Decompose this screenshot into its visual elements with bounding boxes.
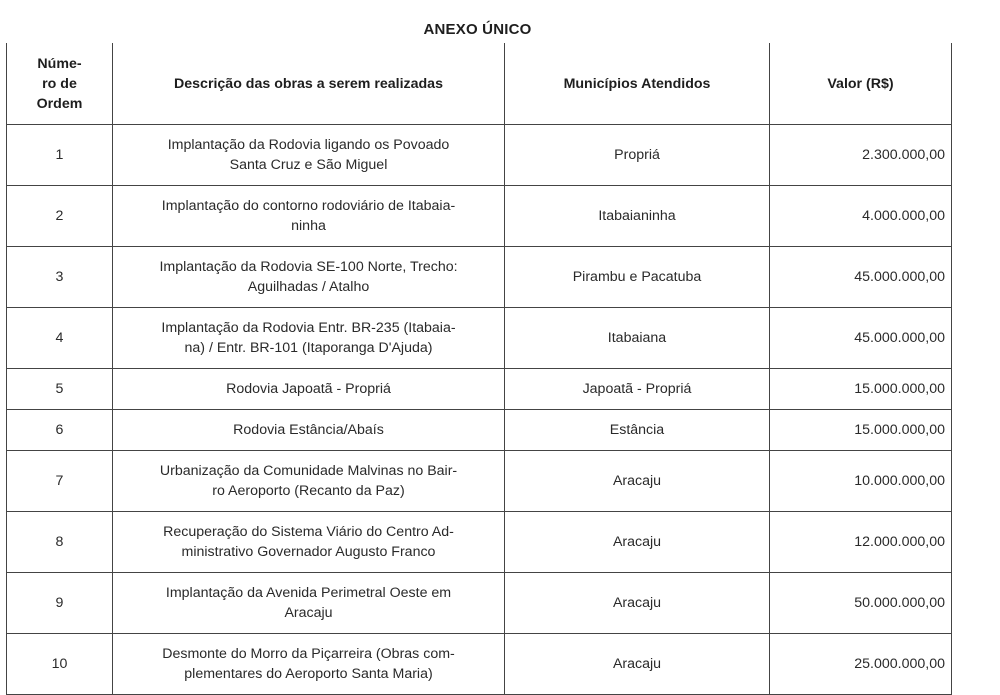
- cell-municipalities: Propriá: [505, 125, 770, 186]
- cell-municipalities: Pirambu e Pacatuba: [505, 247, 770, 308]
- cell-order: 2: [7, 186, 113, 247]
- table-header: [7, 43, 952, 125]
- cell-value: 4.000.000,00: [770, 186, 952, 247]
- cell-municipalities: Japoatã - Propriá: [505, 369, 770, 410]
- table-row: [7, 512, 952, 573]
- table-row: [7, 634, 952, 695]
- cell-order: 3: [7, 247, 113, 308]
- table-row: [7, 308, 952, 369]
- cell-municipalities: Aracaju: [505, 512, 770, 573]
- cell-order: 6: [7, 410, 113, 451]
- table-row: [7, 247, 952, 308]
- cell-description: Desmonte do Morro da Piçarreira (Obras com- plementares do Aeroporto Santa Maria): [113, 634, 505, 695]
- cell-value: 50.000.000,00: [770, 573, 952, 634]
- cell-value: 10.000.000,00: [770, 451, 952, 512]
- cell-description: Urbanização da Comunidade Malvinas no Bair- ro Aeroporto (Recanto da Paz): [113, 451, 505, 512]
- table-row: [7, 410, 952, 451]
- works-table: [6, 43, 952, 695]
- cell-order: 10: [7, 634, 113, 695]
- table-row: [7, 125, 952, 186]
- table-row: [7, 573, 952, 634]
- header-description: Descrição das obras a serem realizadas: [113, 43, 505, 125]
- cell-municipalities: Aracaju: [505, 573, 770, 634]
- cell-municipalities: Itabaiana: [505, 308, 770, 369]
- header-value: Valor (R$): [770, 43, 952, 125]
- cell-order: 8: [7, 512, 113, 573]
- table-body: [7, 125, 952, 695]
- cell-value: 15.000.000,00: [770, 369, 952, 410]
- header-row: [7, 43, 952, 125]
- cell-order: 4: [7, 308, 113, 369]
- cell-value: 45.000.000,00: [770, 247, 952, 308]
- header-order: Núme- ro de Ordem: [7, 43, 113, 125]
- cell-value: 2.300.000,00: [770, 125, 952, 186]
- cell-description: Recuperação do Sistema Viário do Centro Ad- ministrativo Governador Augusto Franco: [113, 512, 505, 573]
- cell-municipalities: Itabaianinha: [505, 186, 770, 247]
- cell-order: 1: [7, 125, 113, 186]
- cell-description: Implantação da Rodovia Entr. BR-235 (Itabaia- na) / Entr. BR-101 (Itaporanga D'Ajuda): [113, 308, 505, 369]
- cell-order: 9: [7, 573, 113, 634]
- cell-description: Implantação da Rodovia ligando os Povoado Santa Cruz e São Miguel: [113, 125, 505, 186]
- cell-value: 25.000.000,00: [770, 634, 952, 695]
- cell-description: Implantação do contorno rodoviário de Itabaia- ninha: [113, 186, 505, 247]
- table-row: [7, 186, 952, 247]
- cell-value: 15.000.000,00: [770, 410, 952, 451]
- cell-description: Rodovia Estância/Abaís: [113, 410, 505, 451]
- cell-order: 7: [7, 451, 113, 512]
- cell-municipalities: Aracaju: [505, 634, 770, 695]
- page-title: ANEXO ÚNICO: [423, 21, 532, 38]
- cell-description: Implantação da Avenida Perimetral Oeste em Aracaju: [113, 573, 505, 634]
- header-municipalities: Municípios Atendidos: [505, 43, 770, 125]
- table-row: [7, 451, 952, 512]
- cell-value: 45.000.000,00: [770, 308, 952, 369]
- cell-municipalities: Estância: [505, 410, 770, 451]
- table-row: [7, 369, 952, 410]
- cell-value: 12.000.000,00: [770, 512, 952, 573]
- cell-description: Rodovia Japoatã - Propriá: [113, 369, 505, 410]
- cell-description: Implantação da Rodovia SE-100 Norte, Trecho: Aguilhadas / Atalho: [113, 247, 505, 308]
- cell-order: 5: [7, 369, 113, 410]
- cell-municipalities: Aracaju: [505, 451, 770, 512]
